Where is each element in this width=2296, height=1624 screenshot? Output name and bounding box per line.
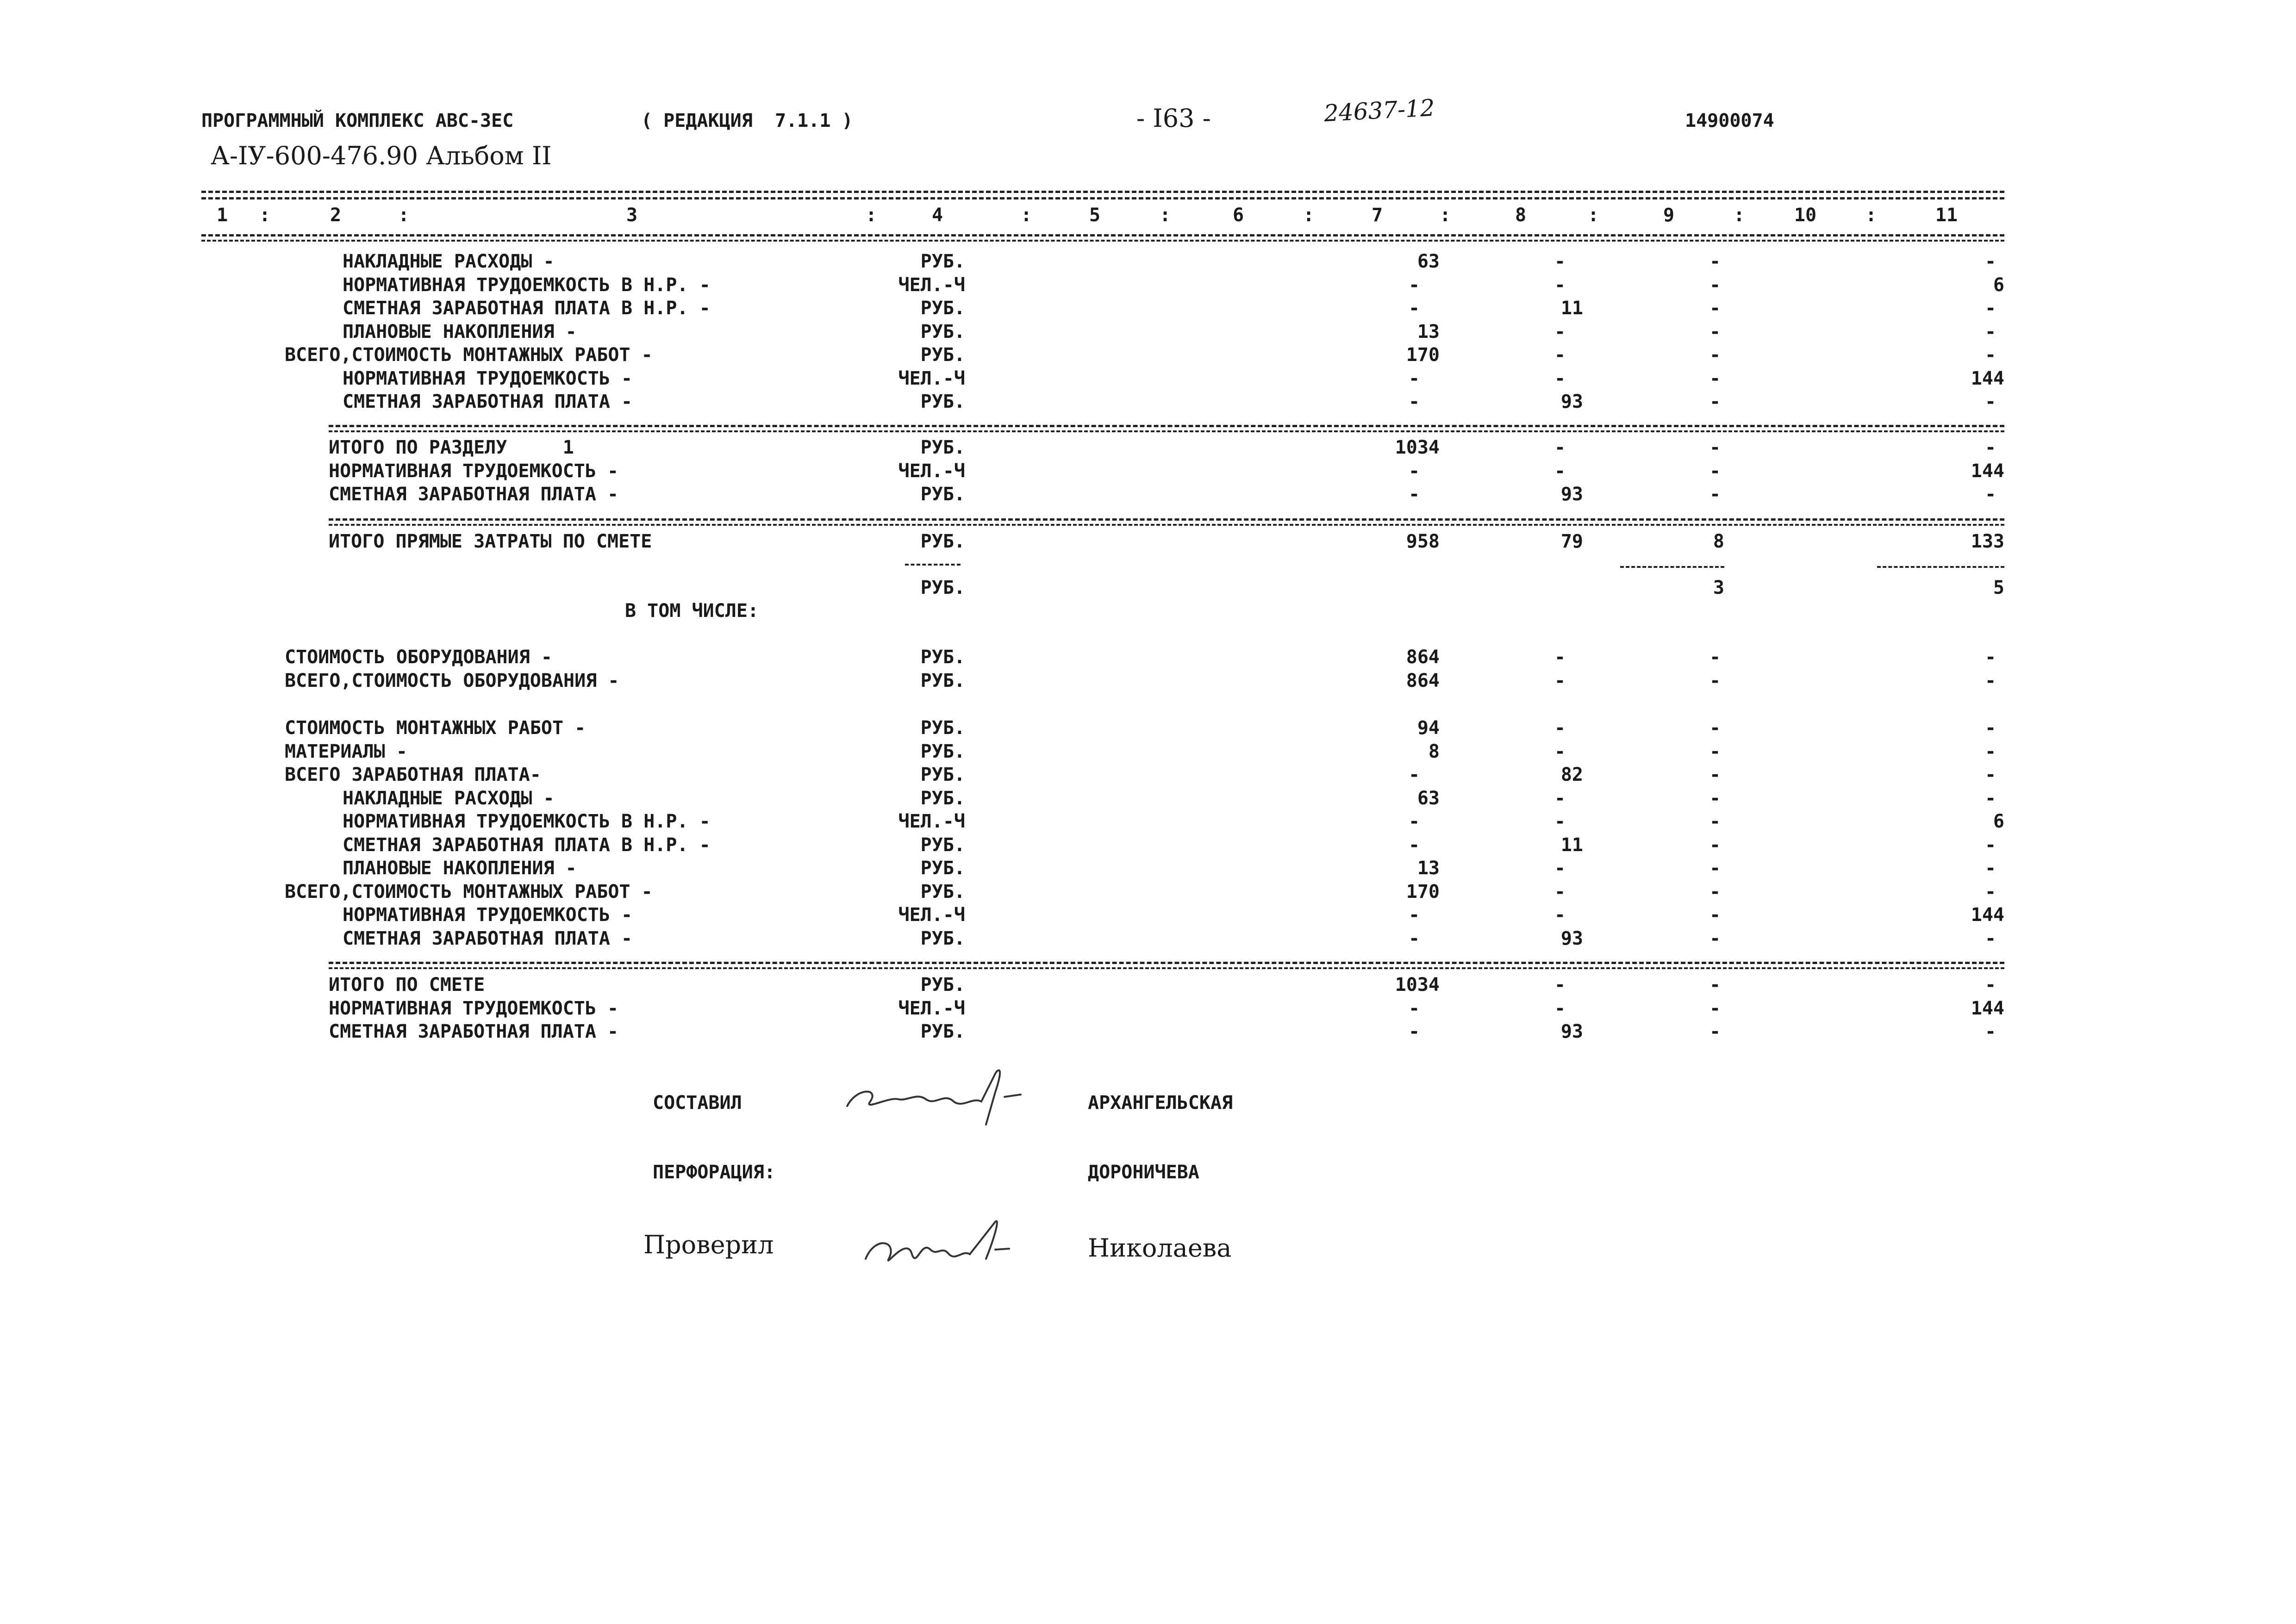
cell-c9: - [1709, 927, 1721, 949]
column-header-3: 3 [626, 205, 638, 226]
cell-c8: 93 [1560, 484, 1583, 505]
cell-c7: 1034 [1395, 437, 1440, 458]
table-row [0, 787, 2296, 810]
cell-c7: 1034 [1395, 974, 1440, 996]
cell-c11: - [1984, 437, 1997, 458]
cell-c11: - [1984, 834, 1997, 856]
row-unit: РУБ. [920, 974, 965, 996]
section-rule-1b [329, 430, 2004, 432]
cell-c8: 93 [1560, 927, 1583, 949]
cell-c9: 8 [1713, 531, 1724, 552]
section-rule-2a [329, 518, 2004, 521]
cell-c11: - [1984, 787, 1997, 809]
cell-c11: - [1984, 251, 1997, 272]
row-label: СМЕТНАЯ ЗАРАБОТНАЯ ПЛАТА - [329, 1021, 619, 1042]
cell-c9: - [1709, 437, 1721, 458]
cell-c8: - [1554, 858, 1566, 879]
cell-c11: - [1984, 974, 1997, 996]
table-row [0, 973, 2296, 996]
row-label: НОРМАТИВНАЯ ТРУДОЕМКОСТЬ В Н.Р. - [343, 274, 711, 296]
cell-c8: - [1554, 717, 1566, 739]
table-row [0, 297, 2296, 320]
row-label: СМЕТНАЯ ЗАРАБОТНАЯ ПЛАТА - [343, 391, 633, 412]
cell-c8: 93 [1560, 391, 1583, 412]
row-unit: РУБ. [920, 391, 965, 412]
row-unit: РУБ. [920, 484, 965, 505]
cell-c9: - [1709, 321, 1721, 342]
top-rule-1 [201, 191, 2004, 193]
cell-c9: - [1709, 881, 1721, 902]
cell-c9: - [1709, 367, 1721, 389]
cell-c9: - [1709, 858, 1721, 879]
table-row [0, 576, 2296, 599]
cell-c7: 170 [1406, 344, 1440, 366]
cell-c9: - [1709, 740, 1721, 762]
column-header-row [0, 204, 2296, 227]
cell-c9: - [1709, 251, 1721, 272]
cell-c11: - [1984, 740, 1997, 762]
cell-c9: - [1709, 391, 1721, 412]
cell-c11: - [1984, 927, 1997, 949]
cell-c7: 63 [1417, 251, 1440, 272]
cell-c11: - [1984, 1021, 1997, 1042]
cell-c8: - [1554, 787, 1566, 809]
cell-c11: - [1984, 321, 1997, 342]
section-rule-3b [329, 967, 2004, 969]
row-unit: РУБ. [920, 344, 965, 366]
cell-c11: - [1984, 647, 1997, 668]
cell-c8: - [1554, 437, 1566, 458]
column-header-8: 8 [1515, 205, 1527, 226]
cell-c7: - [1408, 367, 1420, 389]
cell-c7: - [1408, 391, 1420, 412]
row-label: СМЕТНАЯ ЗАРАБОТНАЯ ПЛАТА В Н.Р. - [343, 298, 711, 319]
cell-c7: 170 [1406, 881, 1440, 902]
cell-c9: - [1709, 647, 1721, 668]
cell-c7: 864 [1406, 647, 1440, 668]
row-label: ВСЕГО,СТОИМОСТЬ ОБОРУДОВАНИЯ - [285, 670, 619, 691]
cell-c8: - [1554, 974, 1566, 996]
table-row [0, 390, 2296, 413]
row-label: СМЕТНАЯ ЗАРАБОТНАЯ ПЛАТА - [329, 484, 619, 505]
row-label: ВСЕГО ЗАРАБОТНАЯ ПЛАТА- [285, 764, 541, 785]
cell-c8: 79 [1560, 531, 1583, 552]
column-header-11: 11 [1935, 205, 1958, 226]
row-label: СТОИМОСТЬ МОНТАЖНЫХ РАБОТ - [285, 717, 586, 739]
table-row [0, 763, 2296, 786]
column-separator: : [1440, 205, 1451, 226]
cell-c7: 864 [1406, 670, 1440, 691]
cell-c11: 144 [1971, 904, 2004, 926]
column-separator: : [1021, 205, 1032, 226]
column-header-5: 5 [1089, 205, 1101, 226]
top-rule-2 [201, 197, 2004, 199]
table-row [0, 903, 2296, 927]
cell-c8: - [1554, 251, 1566, 272]
row-label: НАКЛАДНЫЕ РАСХОДЫ - [343, 251, 555, 272]
cell-c8: 11 [1560, 298, 1583, 319]
cell-c8: - [1554, 344, 1566, 366]
row-unit: РУБ. [920, 834, 965, 856]
table-row [0, 740, 2296, 763]
row-label: ПЛАНОВЫЕ НАКОПЛЕНИЯ - [343, 321, 577, 342]
cell-c7: - [1408, 298, 1420, 319]
compiled-name: АРХАНГЕЛЬСКАЯ [1088, 1092, 1233, 1114]
cell-c11: 144 [1971, 460, 2004, 482]
compiled-signature-icon [838, 1055, 1046, 1129]
row-unit: РУБ. [920, 670, 965, 691]
cell-c7: 8 [1428, 740, 1440, 762]
row-label: ИТОГО ПО РАЗДЕЛУ 1 [329, 437, 574, 458]
handwritten-reference: 24637-12 [1323, 94, 1435, 127]
table-row [0, 460, 2296, 483]
table-row [0, 274, 2296, 297]
cell-c11: - [1984, 858, 1997, 879]
row-label: МАТЕРИАЛЫ - [285, 740, 407, 762]
table-row [0, 1020, 2296, 1043]
unit-underline [905, 564, 961, 566]
cell-c7: 63 [1417, 787, 1440, 809]
cell-c8: 11 [1560, 834, 1583, 856]
column-header-2: 2 [330, 205, 342, 226]
cell-c9: - [1709, 787, 1721, 809]
row-unit: РУБ. [920, 1021, 965, 1042]
table-row [0, 436, 2296, 459]
column-separator: : [259, 205, 271, 226]
section-rule-1a [329, 425, 2004, 427]
table-row [0, 367, 2296, 390]
cell-c11: - [1984, 298, 1997, 319]
cell-c11: - [1984, 717, 1997, 739]
cell-c9: - [1709, 670, 1721, 691]
column-header-6: 6 [1232, 205, 1244, 226]
row-label: НОРМАТИВНАЯ ТРУДОЕМКОСТЬ В Н.Р. - [343, 811, 711, 832]
perforation-label: ПЕРФОРАЦИЯ: [653, 1162, 775, 1183]
edition-label: ( РЕДАКЦИЯ 7.1.1 ) [641, 110, 853, 131]
cell-c8: - [1554, 740, 1566, 762]
cell-c8: - [1554, 647, 1566, 668]
header-rule-2 [201, 240, 2004, 242]
cell-c8: 82 [1560, 764, 1583, 785]
cell-c9: - [1709, 811, 1721, 832]
cell-c9: - [1709, 904, 1721, 926]
cell-c11: 5 [1993, 577, 2004, 598]
column-separator: : [1160, 205, 1171, 226]
row-unit: РУБ. [920, 764, 965, 785]
row-unit: РУБ. [920, 251, 965, 272]
cell-c9: - [1709, 298, 1721, 319]
cell-c8: - [1554, 904, 1566, 926]
row-label: НОРМАТИВНАЯ ТРУДОЕМКОСТЬ - [343, 367, 633, 389]
table-row [0, 716, 2296, 740]
including-label: В ТОМ ЧИСЛЕ: [625, 600, 759, 622]
column-separator: : [866, 205, 877, 226]
cell-c7: - [1408, 460, 1420, 482]
page-number: - I63 - [1136, 104, 1211, 133]
table-row [0, 927, 2296, 950]
cell-c9: - [1709, 460, 1721, 482]
cell-c9: - [1709, 1021, 1721, 1042]
cell-c8: - [1554, 881, 1566, 902]
album-label: А-IУ-600-476.90 Альбом II [211, 141, 552, 170]
row-label: ВСЕГО,СТОИМОСТЬ МОНТАЖНЫХ РАБОТ - [285, 344, 653, 366]
row-unit: РУБ. [920, 740, 965, 762]
cell-c7: - [1408, 484, 1420, 505]
row-label: ИТОГО ПО СМЕТЕ [329, 974, 485, 996]
column-separator: : [1588, 205, 1599, 226]
row-unit: ЧЕЛ.-Ч [898, 367, 965, 389]
row-unit: РУБ. [920, 298, 965, 319]
table-row [0, 343, 2296, 367]
row-label: ВСЕГО,СТОИМОСТЬ МОНТАЖНЫХ РАБОТ - [285, 881, 653, 902]
cell-c7: - [1408, 764, 1420, 785]
cell-c7: - [1408, 834, 1420, 856]
row-unit: ЧЕЛ.-Ч [898, 811, 965, 832]
column-header-7: 7 [1371, 205, 1383, 226]
section-rule-3a [329, 962, 2004, 964]
row-unit: РУБ. [920, 858, 965, 879]
cell-c7: - [1408, 1021, 1420, 1042]
cell-c8: - [1554, 367, 1566, 389]
cell-c8: - [1554, 811, 1566, 832]
table-row [0, 320, 2296, 343]
column-separator: : [1734, 205, 1745, 226]
header-rule-1 [201, 234, 2004, 236]
checked-name: Николаева [1088, 1233, 1232, 1263]
row-unit: РУБ. [920, 647, 965, 668]
cell-c11: - [1984, 391, 1997, 412]
cell-c9: - [1709, 344, 1721, 366]
cell-c7: 13 [1417, 321, 1440, 342]
cell-c11: - [1984, 670, 1997, 691]
table-row [0, 599, 2296, 622]
cell-c11: 6 [1993, 811, 2004, 832]
column-header-9: 9 [1663, 205, 1675, 226]
checked-signature-icon [856, 1208, 1032, 1277]
row-unit: ЧЕЛ.-Ч [898, 274, 965, 296]
row-unit: РУБ. [920, 927, 965, 949]
column-separator: : [1303, 205, 1315, 226]
cell-c11: - [1984, 764, 1997, 785]
column-separator: : [398, 205, 410, 226]
cell-c7: - [1408, 927, 1420, 949]
cell-c7: - [1408, 811, 1420, 832]
row-label: СМЕТНАЯ ЗАРАБОТНАЯ ПЛАТА - [343, 927, 633, 949]
col9-underline [1620, 566, 1724, 568]
cell-c11: 6 [1993, 274, 2004, 296]
row-label: СМЕТНАЯ ЗАРАБОТНАЯ ПЛАТА В Н.Р. - [343, 834, 711, 856]
document-code: 14900074 [1685, 110, 1774, 131]
table-row [0, 880, 2296, 903]
row-label: СТОИМОСТЬ ОБОРУДОВАНИЯ - [285, 647, 552, 668]
table-row [0, 646, 2296, 669]
cell-c11: 133 [1971, 531, 2004, 552]
cell-c11: - [1984, 344, 1997, 366]
compiled-label: СОСТАВИЛ [653, 1092, 742, 1114]
row-unit: РУБ. [920, 577, 965, 598]
cell-c8: - [1554, 274, 1566, 296]
table-row [0, 997, 2296, 1020]
cell-c11: - [1984, 484, 1997, 505]
row-unit: ЧЕЛ.-Ч [898, 460, 965, 482]
cell-c8: - [1554, 460, 1566, 482]
cell-c7: - [1408, 904, 1420, 926]
cell-c9: - [1709, 834, 1721, 856]
table-row [0, 669, 2296, 692]
table-row [0, 810, 2296, 833]
cell-c8: - [1554, 321, 1566, 342]
perforation-name: ДОРОНИЧЕВА [1088, 1162, 1199, 1183]
row-label: ПЛАНОВЫЕ НАКОПЛЕНИЯ - [343, 858, 577, 879]
row-label: НОРМАТИВНАЯ ТРУДОЕМКОСТЬ - [343, 904, 633, 926]
cell-c9: - [1709, 717, 1721, 739]
cell-c9: - [1709, 997, 1721, 1019]
cell-c7: - [1408, 997, 1420, 1019]
row-label: НАКЛАДНЫЕ РАСХОДЫ - [343, 787, 555, 809]
cell-c11: 144 [1971, 997, 2004, 1019]
row-unit: РУБ. [920, 531, 965, 552]
cell-c8: - [1554, 670, 1566, 691]
cell-c9: - [1709, 484, 1721, 505]
row-unit: ЧЕЛ.-Ч [898, 904, 965, 926]
column-header-4: 4 [931, 205, 943, 226]
cell-c11: - [1984, 881, 1997, 902]
row-unit: РУБ. [920, 787, 965, 809]
col11-underline [1877, 566, 2004, 568]
table-row [0, 250, 2296, 273]
cell-c8: - [1554, 997, 1566, 1019]
column-separator: : [1866, 205, 1877, 226]
cell-c11: 144 [1971, 367, 2004, 389]
cell-c9: - [1709, 274, 1721, 296]
cell-c7: 94 [1417, 717, 1440, 739]
row-unit: РУБ. [920, 321, 965, 342]
table-row [0, 834, 2296, 857]
program-title: ПРОГРАММНЫЙ КОМПЛЕКС АВС-ЗЕС [201, 110, 514, 131]
cell-c7: 958 [1406, 531, 1440, 552]
row-unit: ЧЕЛ.-Ч [898, 997, 965, 1019]
cell-c7: - [1408, 274, 1420, 296]
table-row [0, 857, 2296, 880]
section-rule-2b [329, 524, 2004, 526]
cell-c8: 93 [1560, 1021, 1583, 1042]
row-unit: РУБ. [920, 717, 965, 739]
cell-c9: 3 [1713, 577, 1724, 598]
row-unit: РУБ. [920, 437, 965, 458]
row-label: НОРМАТИВНАЯ ТРУДОЕМКОСТЬ - [329, 997, 619, 1019]
cell-c7: 13 [1417, 858, 1440, 879]
table-row [0, 483, 2296, 506]
cell-c9: - [1709, 974, 1721, 996]
table-row [0, 530, 2296, 553]
row-label: НОРМАТИВНАЯ ТРУДОЕМКОСТЬ - [329, 460, 619, 482]
row-unit: РУБ. [920, 881, 965, 902]
row-label: ИТОГО ПРЯМЫЕ ЗАТРАТЫ ПО СМЕТЕ [329, 531, 652, 552]
cell-c9: - [1709, 764, 1721, 785]
column-header-1: 1 [216, 205, 228, 226]
column-header-10: 10 [1794, 205, 1817, 226]
checked-label: Проверил [643, 1230, 774, 1259]
